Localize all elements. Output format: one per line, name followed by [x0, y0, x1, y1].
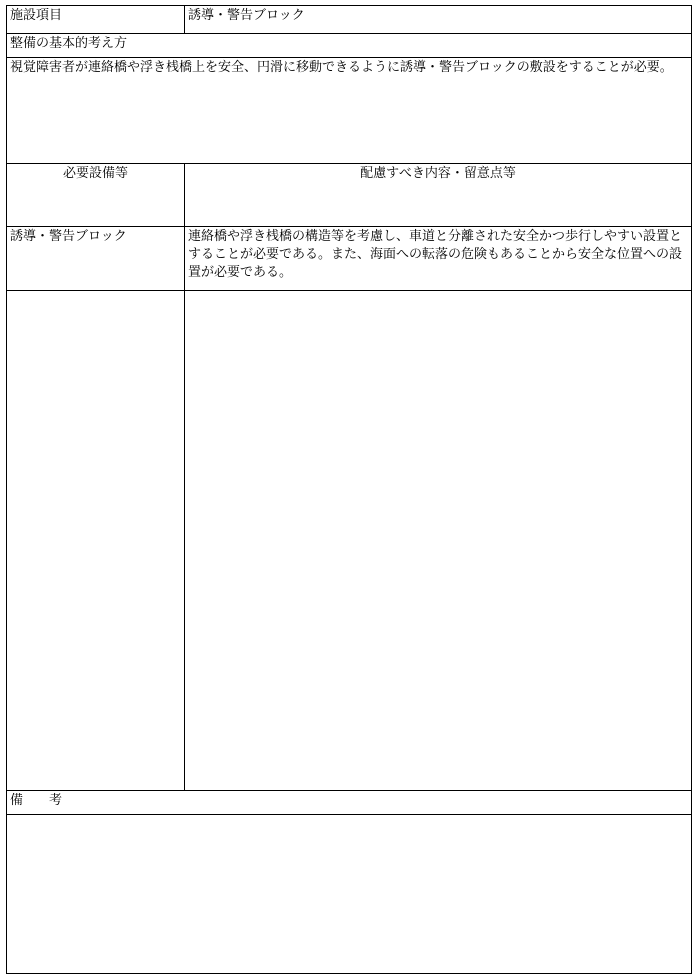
col-header-equipment: 必要設備等 — [62, 166, 128, 181]
basic-concept-heading: 整備の基本的考え方 — [10, 36, 128, 51]
remarks-heading: 備 考 — [10, 793, 63, 808]
facility-sheet — [6, 5, 692, 974]
col-header-notes: 配慮すべき内容・留意点等 — [360, 166, 516, 181]
item-label: 施設項目 — [10, 8, 63, 23]
row-divider-3 — [7, 163, 691, 164]
item-value: 誘導・警告ブロック — [188, 8, 305, 23]
row-divider-7 — [7, 814, 691, 815]
row-divider-6 — [7, 790, 691, 791]
row-equipment: 誘導・警告ブロック — [10, 229, 127, 244]
table-column-divider — [184, 163, 185, 790]
basic-concept-body: 視覚障害者が連絡橋や浮き桟橋上を安全、円滑に移動できるように誘導・警告ブロックの敷設をすることが必要。 — [10, 60, 673, 75]
row-divider-1 — [7, 33, 691, 34]
row-divider-4 — [7, 226, 691, 227]
row-notes: 連絡橋や浮き桟橋の構造等を考慮し、車道と分離された安全かつ歩行しやすい設置とすることが必要である。また、海面への転落の危険もあることから安全な位置への設置が必要である。 — [188, 229, 683, 280]
row-divider-5 — [7, 290, 691, 291]
header-divider — [184, 6, 185, 33]
row-divider-2 — [7, 57, 691, 58]
